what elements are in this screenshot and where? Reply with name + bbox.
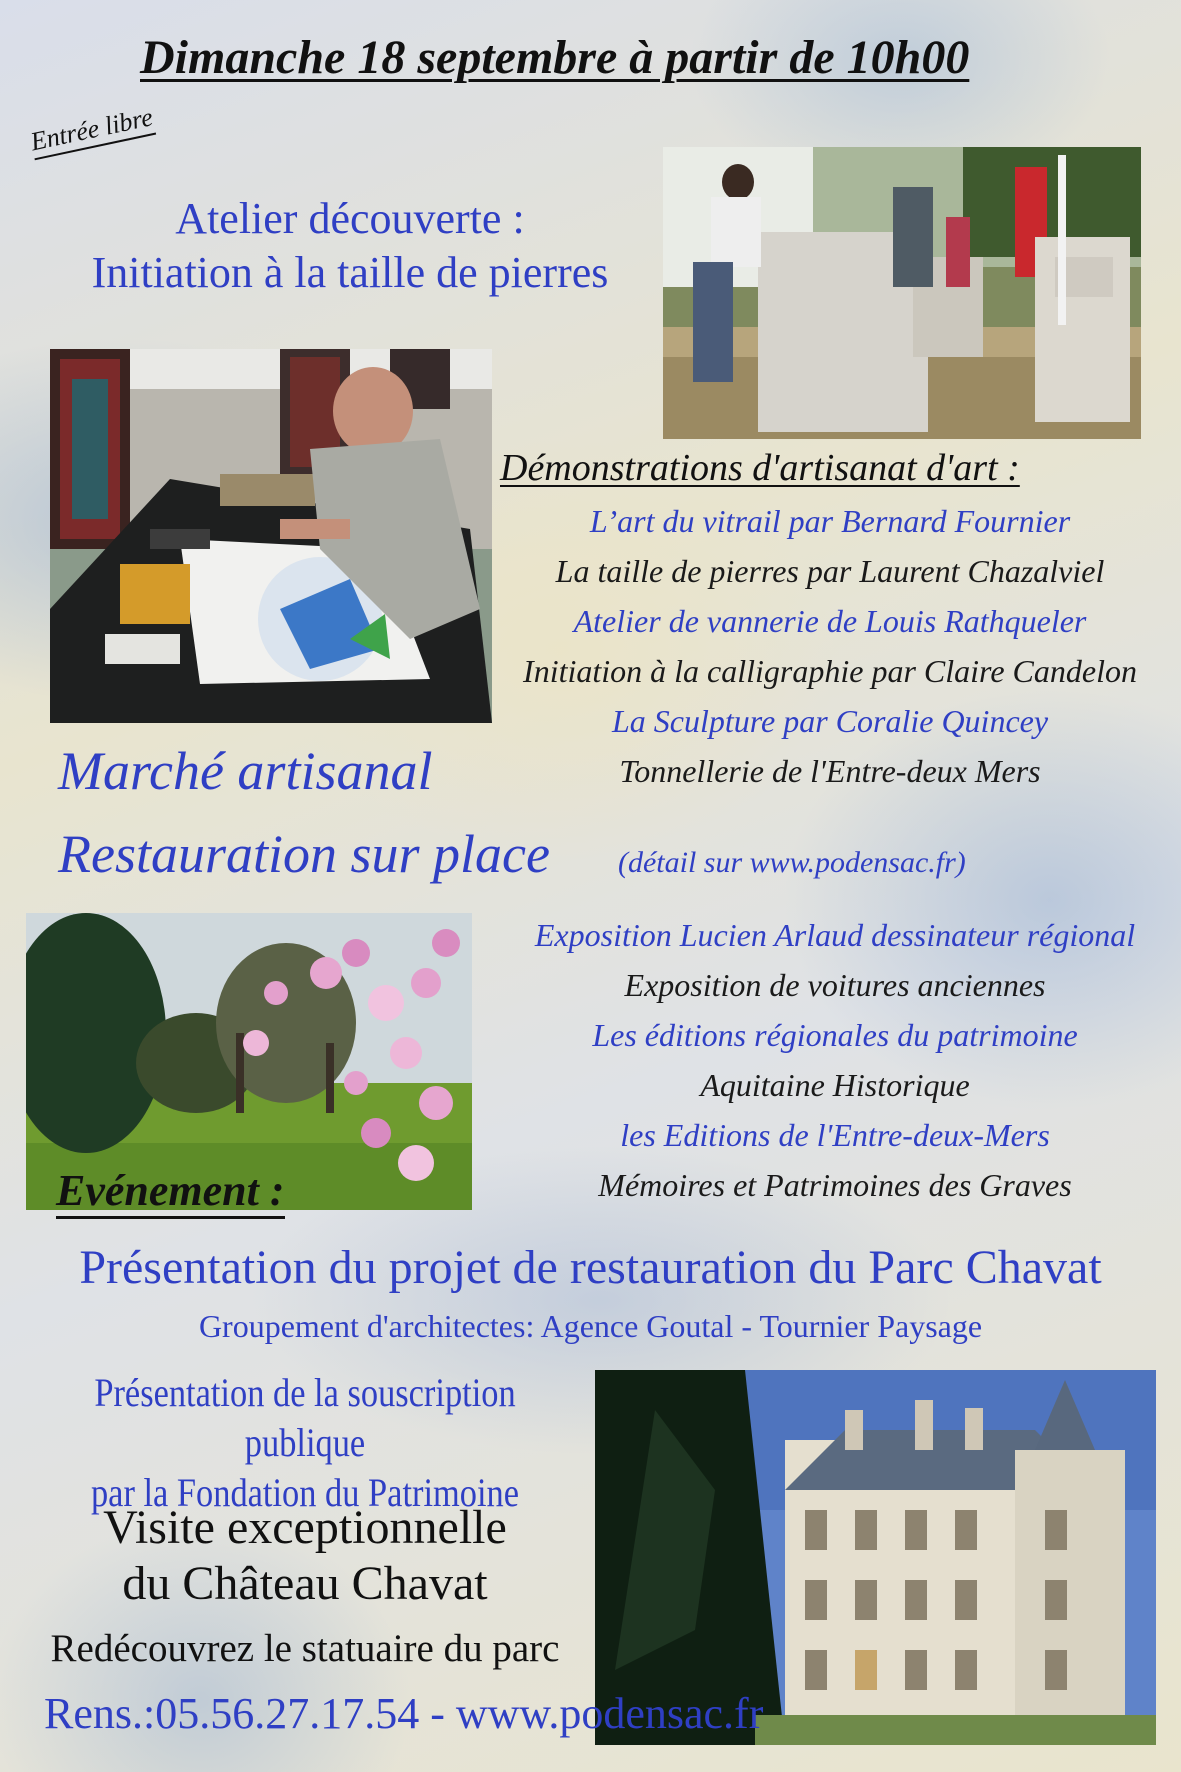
catering-heading: Restauration sur place bbox=[58, 824, 550, 884]
demonstration-item: La Sculpture par Coralie Quincey bbox=[611, 703, 1049, 739]
visit-line-1: Visite exceptionnelle bbox=[103, 1501, 507, 1554]
statuary-line: Redécouvrez le statuaire du parc bbox=[50, 1627, 560, 1670]
catering-detail: (détail sur www.podensac.fr) bbox=[618, 846, 966, 879]
subscription-line-2: par la Fondation du Patrimoine bbox=[90, 1470, 520, 1515]
atelier-line-1: Atelier découverte : bbox=[175, 194, 525, 243]
stained-glass-photo bbox=[50, 349, 492, 723]
exhibition-item: les Editions de l'Entre-deux-Mers bbox=[620, 1117, 1050, 1153]
subscription-line-1: Présentation de la souscription publique bbox=[94, 1370, 516, 1465]
contact-info: Rens.:05.56.27.17.54 - www.podensac.fr bbox=[44, 1689, 764, 1738]
demonstration-item: Atelier de vannerie de Louis Rathqueler bbox=[573, 603, 1087, 639]
stone-carving-photo bbox=[663, 147, 1141, 439]
subscription-presentation bbox=[60, 1368, 550, 1518]
poster-title: Dimanche 18 septembre à partir de 10h00 bbox=[140, 31, 970, 84]
demonstration-item: Initiation à la calligraphie par Claire Candelon bbox=[523, 653, 1137, 689]
demonstration-item: Tonnellerie de l'Entre-deux Mers bbox=[619, 753, 1041, 789]
atelier-heading bbox=[40, 192, 660, 300]
demonstration-item: L’art du vitrail par Bernard Fournier bbox=[589, 503, 1071, 539]
demonstration-item: La taille de pierres par Laurent Chazalviel bbox=[555, 553, 1105, 589]
visit-line-2: du Château Chavat bbox=[122, 1557, 488, 1610]
exhibition-item: Mémoires et Patrimoines des Graves bbox=[598, 1167, 1072, 1203]
event-heading: Evénement : bbox=[56, 1166, 285, 1219]
demonstrations-title: Démonstrations d'artisanat d'art : bbox=[500, 447, 1020, 489]
exhibition-item: Exposition de voitures anciennes bbox=[624, 967, 1046, 1003]
exhibition-item: Exposition Lucien Arlaud dessinateur régional bbox=[534, 917, 1136, 953]
atelier-line-2: Initiation à la taille de pierres bbox=[91, 248, 609, 297]
stained-glass-image bbox=[50, 349, 492, 723]
project-presentation: Présentation du projet de restauration du Parc Chavat bbox=[79, 1241, 1102, 1294]
exhibition-item: Aquitaine Historique bbox=[700, 1067, 970, 1103]
stone-carving-image bbox=[663, 147, 1141, 439]
free-entry-label: Entrée libre bbox=[28, 102, 156, 160]
architects-group: Groupement d'architectes: Agence Goutal - Tournier Paysage bbox=[198, 1308, 983, 1344]
market-heading: Marché artisanal bbox=[58, 741, 433, 801]
castle-visit bbox=[20, 1500, 590, 1612]
exhibition-item: Les éditions régionales du patrimoine bbox=[592, 1017, 1078, 1053]
